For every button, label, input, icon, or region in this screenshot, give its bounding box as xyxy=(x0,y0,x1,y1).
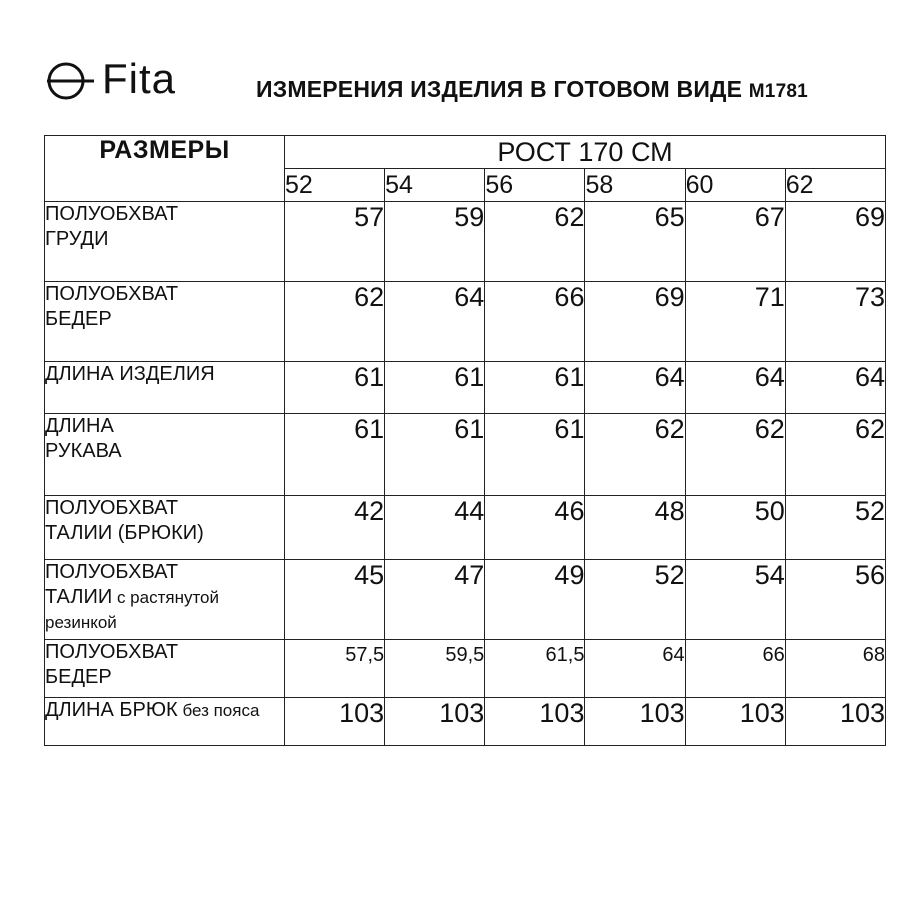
measurement-value: 44 xyxy=(385,496,485,560)
measurement-value: 64 xyxy=(685,362,785,414)
measurement-value: 45 xyxy=(285,560,385,640)
measurement-value: 50 xyxy=(685,496,785,560)
measurement-value: 66 xyxy=(485,282,585,362)
size-header-cell: 56 xyxy=(485,169,585,202)
measurement-label-cell: ДЛИНА БРЮК без пояса xyxy=(45,698,285,746)
sizes-header: РАЗМЕРЫ xyxy=(45,136,285,202)
size-header-cell: 58 xyxy=(585,169,685,202)
measurement-label-cell: ПОЛУОБХВАТ ТАЛИИ (БРЮКИ) xyxy=(45,496,285,560)
measurement-value: 52 xyxy=(785,496,885,560)
size-header-cell: 54 xyxy=(385,169,485,202)
measurement-value: 61 xyxy=(385,414,485,496)
measurement-label-cell: ПОЛУОБХВАТ ГРУДИ xyxy=(45,202,285,282)
size-header-cell: 62 xyxy=(785,169,885,202)
measurement-label-cell: ПОЛУОБХВАТ БЕДЕР xyxy=(45,282,285,362)
measurement-value: 49 xyxy=(485,560,585,640)
fita-logo-icon xyxy=(44,54,96,104)
brand-logo xyxy=(44,54,176,104)
brand-name: Fita xyxy=(102,55,177,102)
measurement-value: 62 xyxy=(485,202,585,282)
measurement-value: 67 xyxy=(685,202,785,282)
measurement-note: без пояса xyxy=(177,701,260,720)
measurement-value: 65 xyxy=(585,202,685,282)
measurement-value: 47 xyxy=(385,560,485,640)
measurement-value: 56 xyxy=(785,560,885,640)
document-title-main: ИЗМЕРЕНИЯ ИЗДЕЛИЯ В ГОТОВОМ ВИДЕ xyxy=(256,76,743,102)
measurement-value: 71 xyxy=(685,282,785,362)
table-row xyxy=(45,202,886,282)
measurement-value: 61 xyxy=(485,362,585,414)
measurement-value: 52 xyxy=(585,560,685,640)
measurement-value: 103 xyxy=(785,698,885,746)
measurement-note: с растянутой резинкой xyxy=(45,588,219,632)
measurement-value: 61 xyxy=(285,362,385,414)
measurement-value: 103 xyxy=(585,698,685,746)
measurement-value: 103 xyxy=(685,698,785,746)
table-row xyxy=(45,496,886,560)
document-title xyxy=(256,76,808,103)
height-header: РОСТ 170 СМ xyxy=(285,136,886,169)
measurement-value: 62 xyxy=(785,414,885,496)
table-header-row xyxy=(45,136,886,169)
measurement-value: 54 xyxy=(685,560,785,640)
measurement-value: 64 xyxy=(585,640,685,698)
product-code: М1781 xyxy=(748,81,808,102)
measurement-value: 57 xyxy=(285,202,385,282)
table-row xyxy=(45,698,886,746)
measurement-value: 62 xyxy=(685,414,785,496)
measurement-value: 64 xyxy=(585,362,685,414)
measurement-value: 69 xyxy=(585,282,685,362)
measurement-value: 103 xyxy=(385,698,485,746)
measurement-value: 62 xyxy=(285,282,385,362)
measurement-value: 48 xyxy=(585,496,685,560)
measurement-value: 68 xyxy=(785,640,885,698)
measurement-value: 64 xyxy=(785,362,885,414)
measurement-value: 103 xyxy=(285,698,385,746)
measurements-body xyxy=(45,202,886,746)
measurement-label-cell: ДЛИНА ИЗДЕЛИЯ xyxy=(45,362,285,414)
size-header-cell: 52 xyxy=(285,169,385,202)
measurement-value: 66 xyxy=(685,640,785,698)
measurement-value: 61,5 xyxy=(485,640,585,698)
measurement-value: 42 xyxy=(285,496,385,560)
table-row xyxy=(45,640,886,698)
table-row xyxy=(45,414,886,496)
table-row xyxy=(45,362,886,414)
measurement-value: 62 xyxy=(585,414,685,496)
table-row xyxy=(45,282,886,362)
measurement-value: 103 xyxy=(485,698,585,746)
measurement-value: 46 xyxy=(485,496,585,560)
measurement-value: 61 xyxy=(485,414,585,496)
measurement-value: 59 xyxy=(385,202,485,282)
table-row xyxy=(45,560,886,640)
measurement-value: 59,5 xyxy=(385,640,485,698)
measurement-label-cell: ПОЛУОБХВАТ ТАЛИИ с растянутой резинкой xyxy=(45,560,285,640)
size-header-cell: 60 xyxy=(685,169,785,202)
measurement-value: 64 xyxy=(385,282,485,362)
measurement-value: 73 xyxy=(785,282,885,362)
measurement-label-cell: ПОЛУОБХВАТ БЕДЕР xyxy=(45,640,285,698)
measurement-value: 69 xyxy=(785,202,885,282)
measurement-value: 61 xyxy=(285,414,385,496)
measurement-label-cell: ДЛИНА РУКАВА xyxy=(45,414,285,496)
measurement-value: 57,5 xyxy=(285,640,385,698)
measurement-value: 61 xyxy=(385,362,485,414)
measurements-table xyxy=(44,135,886,746)
